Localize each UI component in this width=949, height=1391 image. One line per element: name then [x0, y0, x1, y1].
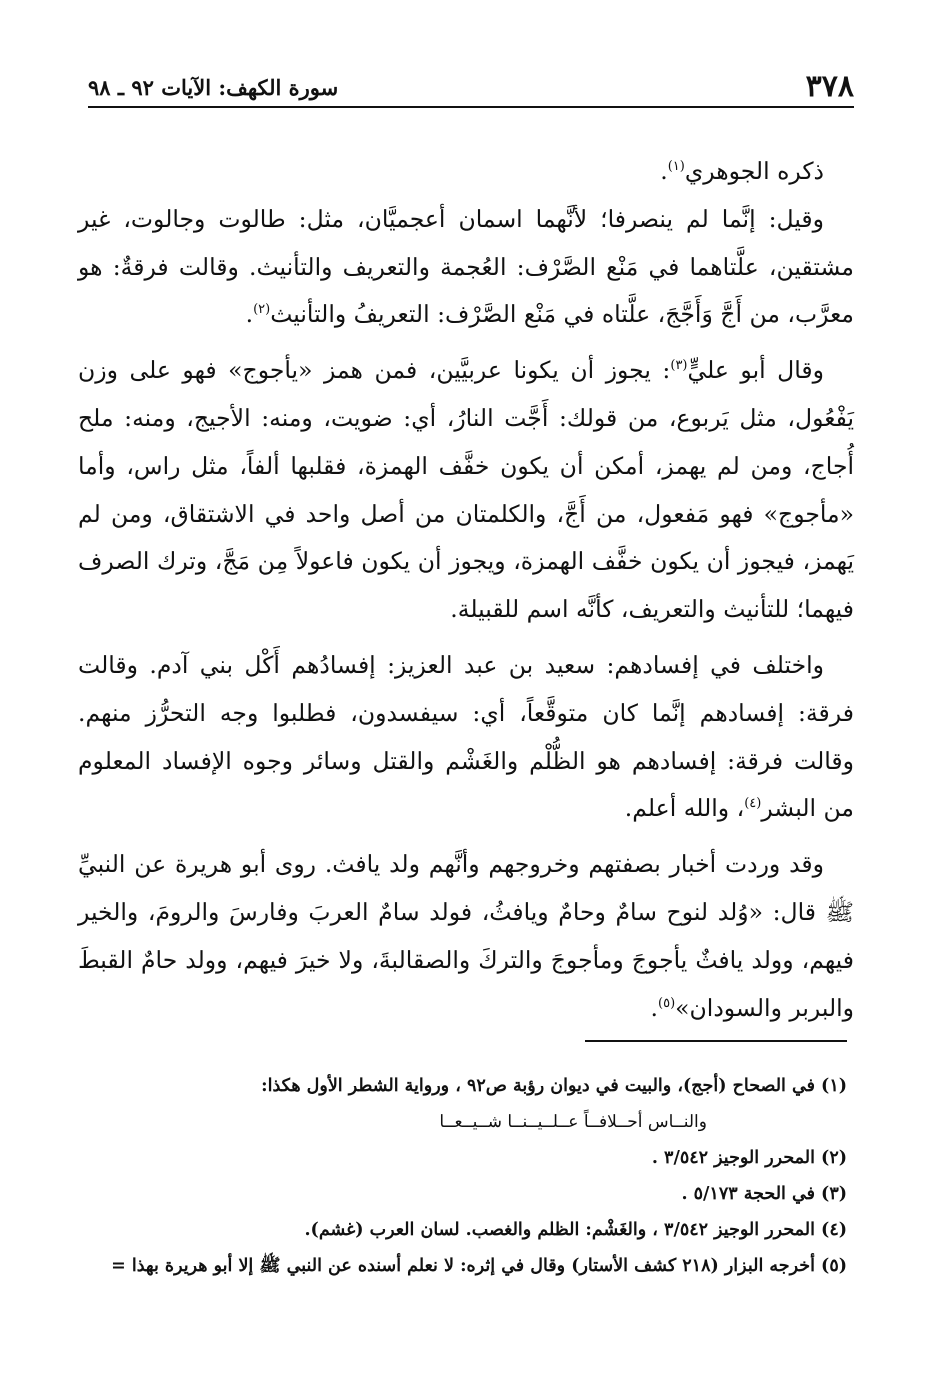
footnote-ref-1: (١): [667, 159, 685, 175]
paragraph-1: ذكره الجوهري$^{(١)}$.: [660, 157, 824, 185]
footnote-5: (٥) أخرجه البزار (٢١٨ كشف الأستار) وقال في إثره: لا نعلم أسنده عن النبي ﷺ إلا أبو هريرة بهذا =: [111, 1256, 847, 1276]
running-title: سورة الكهف: الآيات ٩٢ ـ ٩٨: [88, 75, 339, 100]
footnote-ref-3: (٣): [670, 358, 688, 374]
footnote-2: (٢) المحرر الوجيز ٣/٥٤٢ .: [651, 1148, 847, 1168]
paragraph-4: واختلف في إفسادهم: سعيد بن عبد العزيز: إفسادُهم أَكْل بني آدم. وقالت فرقة: إفسادهم إنَّما كان متوقَّعاً، أي: سيفسدون، فطلبوا وجه التحرُّز منهم. وقالت فرقة: إفسادهم هو الظُّلْم والغَشْم والقتل وسائر وجوه الإفساد المعلوم من البشر$^{(٤)}$، والله أعلم.: [78, 650, 854, 823]
main-text: [78, 148, 854, 1032]
footnote-divider: [585, 1040, 847, 1042]
page-number: ٣٧٨: [805, 69, 854, 104]
footnote-1-verse: والنــاس أحــلافــاً عــلــيــنــا شــيــعــا: [439, 1112, 707, 1132]
paragraph-5: وقد وردت أخبار بصفتهم وخروجهم وأنَّهم ولد يافث. روى أبو هريرة عن النبيِّ ﷺ قال: «وُلد لنوح سامٌ وحامٌ ويافثُ، فولد سامٌ العربَ وفارسَ والرومَ، والخير فيهم، وولد يافثٌ يأجوجَ ومأجوجَ والتركَ والصقالبةَ، ولا خيرَ فيهم، وولد حامٌ القبطَ والبربر والسودان»$^{(٥)}$.: [78, 850, 854, 1022]
page-header: [88, 58, 854, 108]
footnote-3: (٣) في الحجة ٥/١٧٣ .: [681, 1184, 847, 1204]
footnote-ref-4: (٤): [744, 796, 762, 812]
footnote-ref-5: (٥): [658, 995, 676, 1011]
footnotes: [78, 1072, 847, 1288]
paragraph-3: وقال أبو عليٍّ$^{(٣)}$: يجوز أن يكونا عربيَّين، فمن همز «يأجوج» فهو على وزن يَفْعُول، مثل يَربوع، من قولك: أَجَّت النارُ، أي: ضويت، ومنه: الأجيج، ومنه: ملح أُجاج، ومن لم يهمز، أمكن أن يكون خفَّف الهمزة، فقلبها ألفاً، مثل راس، وأما «مأجوج» فهو مَفعول، من أَجَّ، والكلمتان من أصل واحد في الاشتقاق، ومن لم يَهمز، فيجوز أن يكون خفَّف الهمزة، ويجوز أن يكون فاعولاً مِن مَجَّ، وترك الصرف فيهما؛ للتأنيث والتعريف، كأنَّه اسم للقبيلة.: [78, 356, 854, 624]
footnote-ref-2: (٢): [253, 302, 271, 318]
footnote-1: (١) في الصحاح (أجج)، والبيت في ديوان رؤبة ص٩٢ ، ورواية الشطر الأول هكذا:: [261, 1076, 847, 1096]
paragraph-2: وقيل: إنَّما لم ينصرفا؛ لأنَّهما اسمان أعجميَّان، مثل: طالوت وجالوت، غير مشتقين، علَّتاهما في مَنْع الصَّرْف: العُجمة والتعريف والتأنيث. وقالت فرقةٌ: هو معرَّب، من أَجَّ وَأَجَّجَ، علَّتاه في مَنْع الصَّرْف: التعريفُ والتأنيث$^{(٢)}$.: [78, 204, 854, 329]
footnote-4: (٤) المحرر الوجيز ٣/٥٤٢ ، والغَشْم: الظلم والغصب. لسان العرب (غشم).: [304, 1220, 847, 1240]
